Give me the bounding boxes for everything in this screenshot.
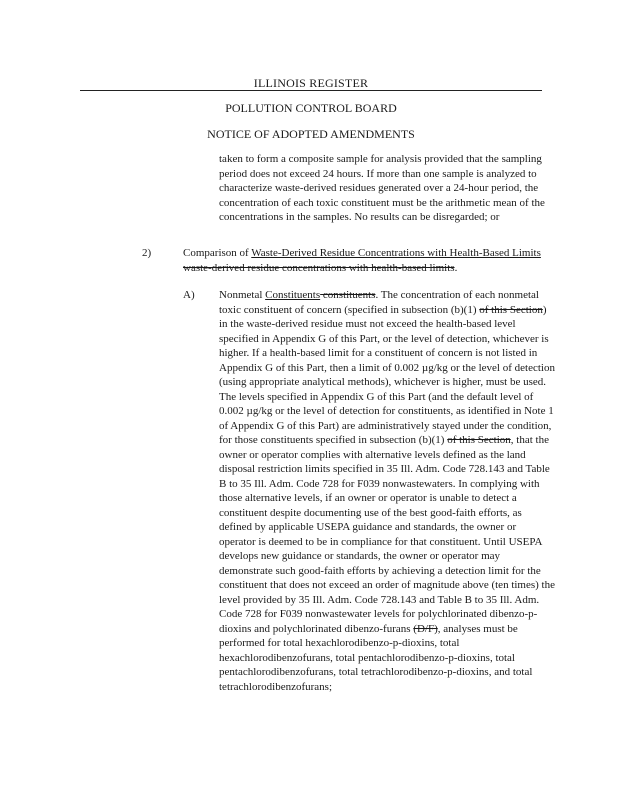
notice-title: NOTICE OF ADOPTED AMENDMENTS [207,127,415,141]
deleted-text: (D/F) [413,622,438,635]
item-a-text: ) in the waste-derived residue must not exceed the health-based level specified in Appendix G of this Part, or the level of detection, whichever is higher. If a health-based limit for a constituent of concern is not listed in Appendix G of this Part, then a limit of 0.002 µg/kg or the level of detection (using appropriate analytical methods), whichever is higher, must be used. The levels specified in Appendix G of this Part (and the default level of 0.002 µg/kg or the level of detection for constituents, as identified in Note 1 of Appendix G of this Part) are administratively stayed under the condition, for those constituents specified in subsection (b)(1) [219,303,555,446]
inserted-text: Waste-Derived Residue Concentrations with Health-Based Limits [251,247,541,259]
item-2-text: Comparison of [183,247,252,259]
agency-title: POLLUTION CONTROL BOARD [225,101,397,115]
item-2-period: . [454,261,458,274]
deleted-text: of this Section [479,303,543,316]
inserted-text: Constituents [265,289,321,301]
item-2-paragraph [183,246,555,275]
item-a-text: Nonmetal [219,289,266,301]
item-a-text: , analyses must be performed for total hexachlorodibenzo-p-dioxins, total hexachlorodibenzofurans, total pentachlorodibenzo-p-dioxins, total pentachlorodibenzofurans, total tetrachlorodibenzo-p-dioxins, and total tetrachlorodibenzofurans; [219,622,533,693]
item-2-number: 2) [142,247,152,259]
deleted-text: waste-derived residue concentrations with health-based limits [183,261,455,274]
deleted-text: of this Section [447,434,511,446]
item-a-number: A) [183,289,195,301]
register-title: ILLINOIS REGISTER [253,76,369,90]
item-a-text: . The concentration of each nonmetal toxic constituent of concern (specified in subsection (b)(1) [219,289,539,316]
continuation-paragraph: taken to form a composite sample for analysis provided that the sampling period does not exceed 24 hours. If more than one sample is analyzed to characterize waste-derived residues generated over a 24-hour period, the concentration of each toxic constituent must be the arithmetic mean of the concentrations in the samples. No results can be disregarded; or [219,153,545,223]
header-divider [80,90,542,91]
deleted-text: constituents [320,289,376,301]
item-a-paragraph [219,288,555,694]
item-a-text: , that the owner or operator complies with alternative levels defined as the land disposal restriction limits specified in 35 Ill. Adm. Code 728.143 and Table B to 35 Ill. Adm. Code 728 for F039 nonwastewaters. In complying with those alternative levels, if an owner or operator is unable to detect a constituent despite documenting use of the best good-faith efforts, as defined by applicable USEPA guidance and standards, the owner or operator is deemed to be in compliance for that constituent. Until USEPA develops new guidance or standards, the owner or operator may demonstrate such good-faith efforts by achieving a detection limit for the constituent that does not exceed an order of magnitude above (ten times) the level provided by 35 Ill. Adm. Code 728.143 and Table B to 35 Ill. Adm. Code 728 for F039 nonwastewater levels for polychlorinated dibenzo-p-dioxins and polychlorinated dibenzo-furans [219,434,555,635]
